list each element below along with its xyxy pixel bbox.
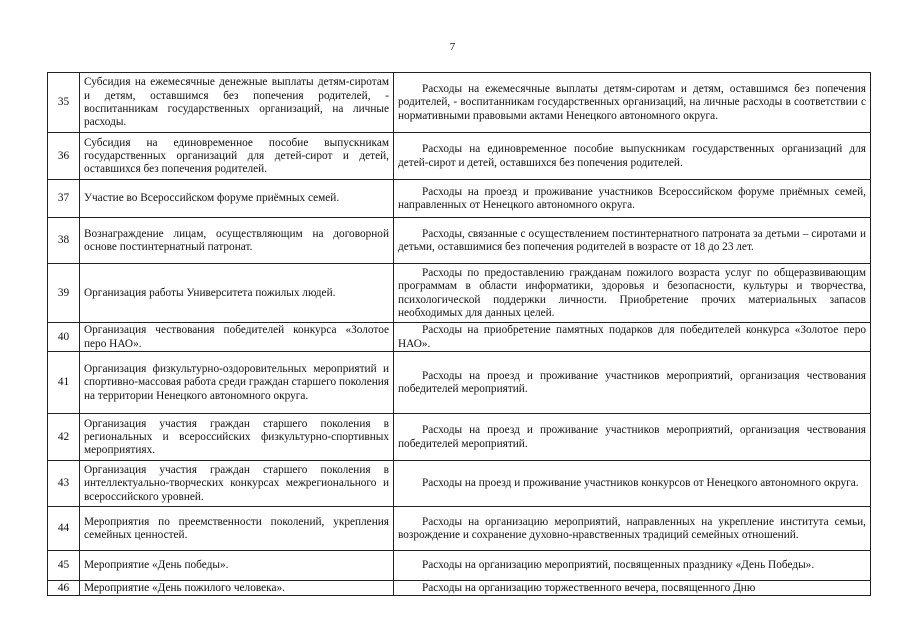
expense-description: Расходы на проезд и проживание участников конкурсов от Ненецкого автономного округа. bbox=[394, 461, 871, 507]
table-row bbox=[48, 414, 871, 461]
expense-description: Расходы на проезд и проживание участников Всероссийском форуме приёмных семей, направленных от Ненецкого автономного округа. bbox=[394, 180, 871, 218]
expense-description: Расходы, связанные с осуществлением постинтернатного патроната за детьми – сиротами и детьми, оставшимися без попечения родителей в возрасте от 18 до 23 лет. bbox=[394, 218, 871, 264]
measure-name: Организация физкультурно-оздоровительных мероприятий и спортивно-массовая работа среди граждан старшего поколения на территории Ненецкого автономного округа. bbox=[80, 352, 394, 414]
table-row bbox=[48, 133, 871, 180]
measure-name: Мероприятия по преемственности поколений, укрепления семейных ценностей. bbox=[80, 507, 394, 551]
expense-description: Расходы по предоставлению гражданам пожилого возраста услуг по общеразвивающим программам в области информатики, здоровья и безопасности, культуры и творчества, психологической поддержки личности. Приобретение прочих материальных запасов необходимых для данных целей. bbox=[394, 264, 871, 323]
expense-description: Расходы на проезд и проживание участников мероприятий, организация чествования победителей мероприятий. bbox=[394, 352, 871, 414]
table-row bbox=[48, 352, 871, 414]
expenses-table bbox=[47, 72, 871, 596]
measure-name: Субсидия на единовременное пособие выпускникам государственных организаций для детей-сирот и детей, оставшихся без попечения родителей. bbox=[80, 133, 394, 180]
row-number: 36 bbox=[48, 133, 80, 180]
expense-description: Расходы на ежемесячные выплаты детям-сиротам и детям, оставшимся без попечения родителей, - воспитанникам государственных организаций, на личные расходы в соответствии с нормативными правовыми актами Ненецкого автономного округа. bbox=[394, 73, 871, 133]
row-number: 44 bbox=[48, 507, 80, 551]
table-row bbox=[48, 461, 871, 507]
expense-description: Расходы на единовременное пособие выпускникам государственных организаций для детей-сирот и детей, оставшихся без попечения родителей. bbox=[394, 133, 871, 180]
table-row bbox=[48, 551, 871, 581]
row-number: 38 bbox=[48, 218, 80, 264]
measure-name: Участие во Всероссийском форуме приёмных семей. bbox=[80, 180, 394, 218]
expense-description: Расходы на проезд и проживание участников мероприятий, организация чествования победителей мероприятий. bbox=[394, 414, 871, 461]
row-number: 40 bbox=[48, 323, 80, 352]
row-number: 42 bbox=[48, 414, 80, 461]
table-row bbox=[48, 180, 871, 218]
row-number: 41 bbox=[48, 352, 80, 414]
row-number: 45 bbox=[48, 551, 80, 581]
row-number: 43 bbox=[48, 461, 80, 507]
expense-description: Расходы на организацию мероприятий, направленных на укрепление института семьи, возрождение и сохранение духовно-нравственных традиций семейных отношений. bbox=[394, 507, 871, 551]
table-row bbox=[48, 507, 871, 551]
table-row bbox=[48, 581, 871, 596]
page-number: 7 bbox=[449, 41, 456, 53]
row-number: 35 bbox=[48, 73, 80, 133]
measure-name: Организация участия граждан старшего поколения в интеллектуально-творческих конкурсах межрегионального и всероссийского уровней. bbox=[80, 461, 394, 507]
measure-name: Субсидия на ежемесячные денежные выплаты детям-сиротам и детям, оставшимся без попечения родителей, - воспитанникам государственных организаций, на личные расходы. bbox=[80, 73, 394, 133]
measure-name: Организация чествования победителей конкурса «Золотое перо НАО». bbox=[80, 323, 394, 352]
row-number: 37 bbox=[48, 180, 80, 218]
row-number: 39 bbox=[48, 264, 80, 323]
table-row bbox=[48, 323, 871, 352]
measure-name: Организация участия граждан старшего поколения в региональных и всероссийских физкультурно-спортивных мероприятиях. bbox=[80, 414, 394, 461]
table-row bbox=[48, 218, 871, 264]
table-row bbox=[48, 264, 871, 323]
measure-name: Мероприятие «День пожилого человека». bbox=[80, 581, 394, 596]
table-row bbox=[48, 73, 871, 133]
row-number: 46 bbox=[48, 581, 80, 596]
expense-description: Расходы на приобретение памятных подарков для победителей конкурса «Золотое перо НАО». bbox=[394, 323, 871, 352]
measure-name: Вознаграждение лицам, осуществляющим на договорной основе постинтернатный патронат. bbox=[80, 218, 394, 264]
expense-description: Расходы на организацию мероприятий, посвященных празднику «День Победы». bbox=[394, 551, 871, 581]
measure-name: Организация работы Университета пожилых людей. bbox=[80, 264, 394, 323]
measure-name: Мероприятие «День победы». bbox=[80, 551, 394, 581]
expense-description: Расходы на организацию торжественного вечера, посвященного Дню bbox=[394, 581, 871, 596]
